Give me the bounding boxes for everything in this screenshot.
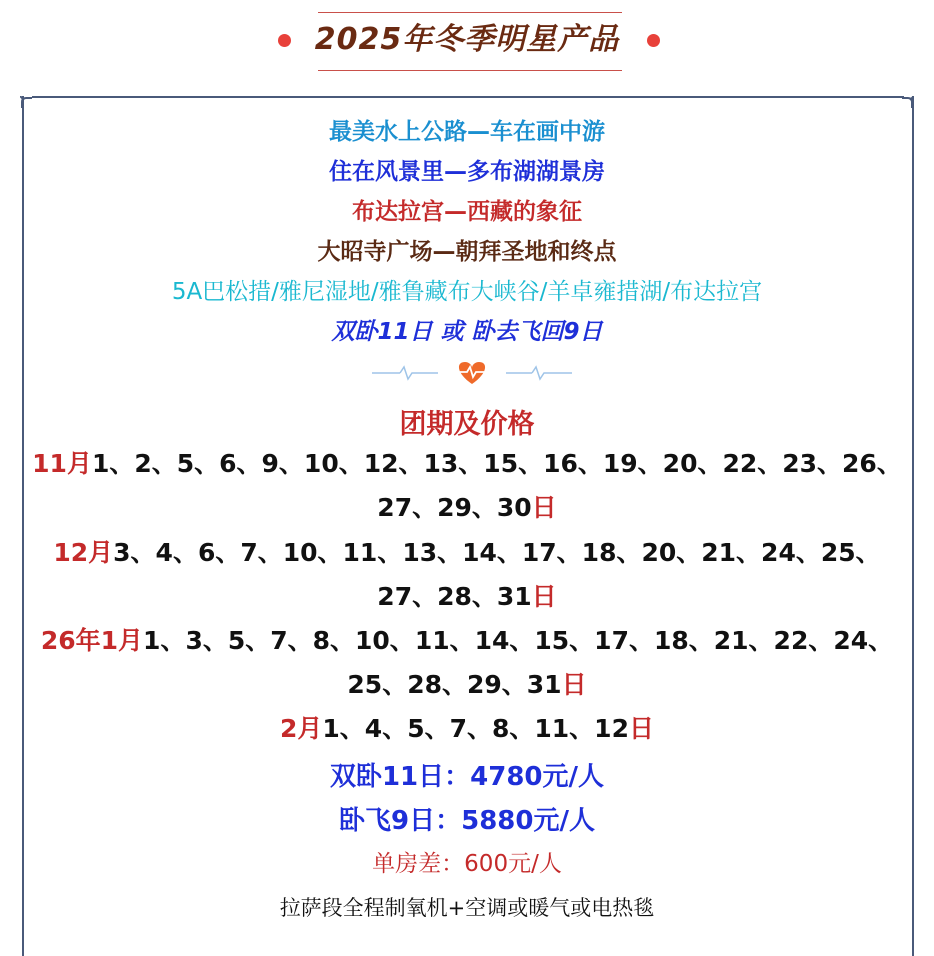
single-room-supplement: 单房差：600元/人 bbox=[372, 851, 562, 877]
header-dot-right-icon bbox=[647, 34, 660, 47]
highlight-trip-options: 双卧11日 或 卧去飞回9日 bbox=[331, 319, 603, 345]
highlight-potala: 布达拉宫—西藏的象征 bbox=[352, 199, 582, 225]
header-bottom-rule bbox=[318, 70, 622, 71]
day-suffix-dec: 日 bbox=[531, 582, 557, 611]
schedule-title: 团期及价格 bbox=[399, 409, 535, 440]
day-suffix-jan: 日 bbox=[561, 670, 587, 699]
highlight-water-road: 最美水上公路—车在画中游 bbox=[329, 119, 605, 145]
highlight-jokhang: 大昭寺广场—朝拜圣地和终点 bbox=[317, 239, 617, 265]
oxygen-amenity-note: 拉萨段全程制氧机+空调或暖气或电热毯 bbox=[279, 896, 655, 920]
schedule-nov-line2 bbox=[30, 491, 904, 525]
schedule-jan-line1 bbox=[30, 624, 904, 658]
schedule-jan-line2 bbox=[30, 668, 904, 702]
month-label-nov: 11月 bbox=[32, 449, 92, 478]
day-suffix-nov: 日 bbox=[531, 493, 557, 522]
dates-jan-part1: 1、3、5、7、8、10、11、14、15、17、18、21、22、24、 bbox=[143, 626, 894, 655]
month-label-dec: 12月 bbox=[53, 538, 114, 567]
schedule-dec-line1 bbox=[30, 536, 904, 570]
card-top-border bbox=[32, 96, 904, 98]
dates-dec-part2: 27、28、31 bbox=[377, 582, 532, 611]
schedule-feb-line1 bbox=[30, 712, 904, 746]
card-corner-left-icon bbox=[20, 96, 32, 108]
price-train-11day: 双卧11日：4780元/人 bbox=[329, 762, 605, 792]
page-title: 2025年冬季明星产品 bbox=[314, 22, 620, 57]
dates-jan-part2: 25、28、29、31 bbox=[347, 670, 562, 699]
day-suffix-feb: 日 bbox=[628, 714, 654, 743]
page-header bbox=[0, 0, 934, 80]
heart-pulse-icon bbox=[372, 357, 572, 387]
schedule-nov-line1 bbox=[30, 447, 904, 481]
schedule-dec-line2 bbox=[30, 580, 904, 614]
dates-nov-part1: 1、2、5、6、9、10、12、13、15、16、19、20、22、23、26、 bbox=[91, 449, 902, 478]
price-train-fly-9day: 卧飞9日：5880元/人 bbox=[339, 806, 595, 836]
month-label-feb: 2月 bbox=[280, 714, 323, 743]
dates-feb-part1: 1、4、5、7、8、11、12 bbox=[322, 714, 629, 743]
header-top-rule bbox=[318, 12, 622, 13]
month-label-jan: 26年1月 bbox=[40, 626, 144, 655]
card-corner-right-icon bbox=[902, 96, 914, 108]
highlight-lake-room: 住在风景里—多布湖湖景房 bbox=[329, 159, 605, 185]
dates-dec-part1: 3、4、6、7、10、11、13、14、17、18、20、21、24、25、 bbox=[113, 538, 881, 567]
dates-nov-part2: 27、29、30 bbox=[377, 493, 532, 522]
highlight-attractions: 5A巴松措/雅尼湿地/雅鲁藏布大峡谷/羊卓雍措湖/布达拉宫 bbox=[171, 279, 763, 305]
